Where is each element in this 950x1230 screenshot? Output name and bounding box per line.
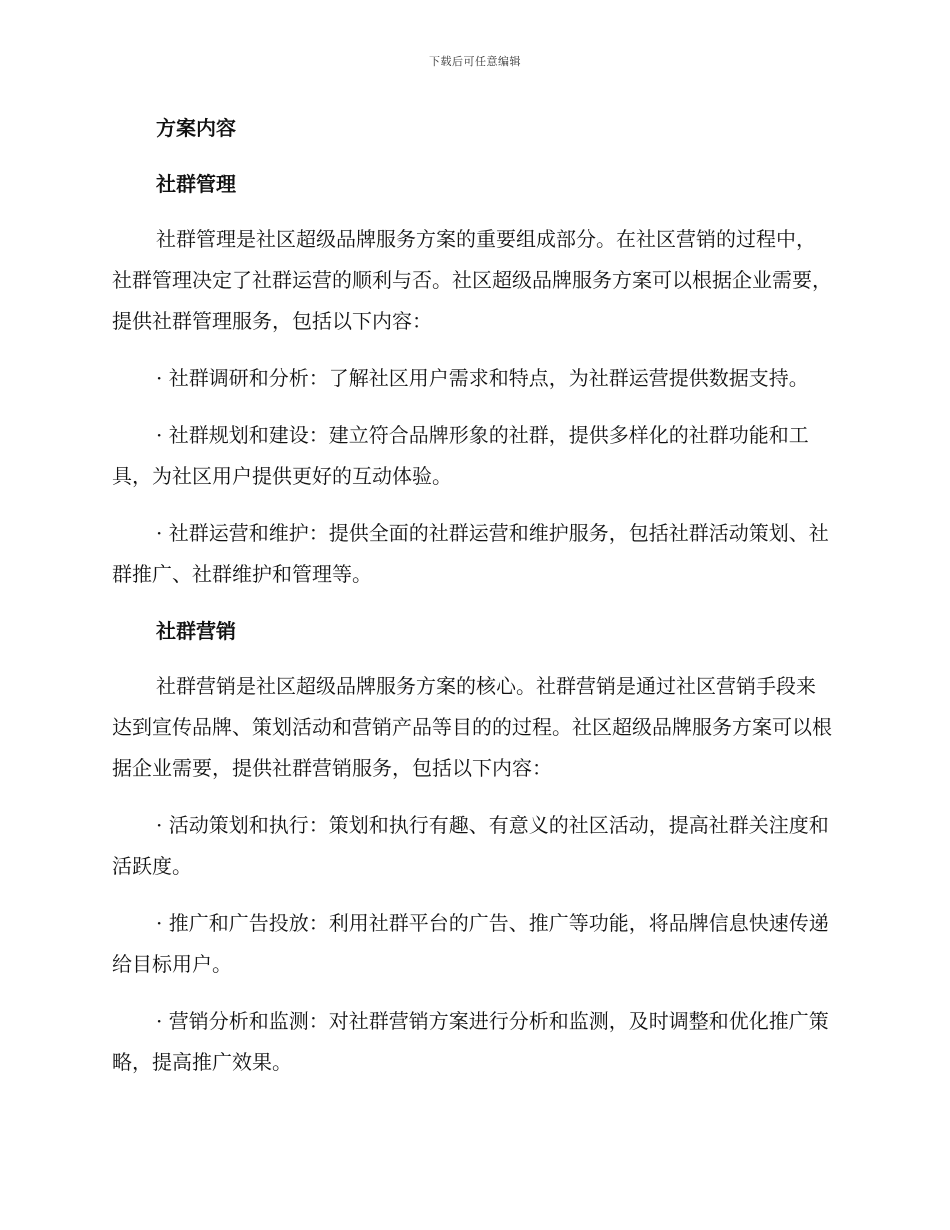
document-body: [112, 108, 832, 1099]
section-intro-paragraph: 社群管理是社区超级品牌服务方案的重要组成部分。在社区营销的过程中，社群管理决定了社群运营的顺利与否。社区超级品牌服务方案可以根据企业需要，提供社群管理服务，包括以下内容：: [112, 227, 832, 333]
section-heading: 社群管理: [156, 172, 236, 196]
section-community-marketing: [112, 611, 832, 1083]
bullet-item: · 活动策划和执行：策划和执行有趣、有意义的社区活动，提高社群关注度和活跃度。: [112, 813, 829, 878]
bullet-item: · 营销分析和监测：对社群营销方案进行分析和监测，及时调整和优化推广策略，提高推广效果。: [112, 1009, 829, 1074]
section-intro-paragraph: 社群营销是社区超级品牌服务方案的核心。社群营销是通过社区营销手段来达到宣传品牌、策划活动和营销产品等目的的过程。社区超级品牌服务方案可以根据企业需要，提供社群营销服务，包括以下内容：: [112, 674, 832, 780]
section-community-management: [112, 164, 832, 595]
bullet-item: · 推广和广告投放：利用社群平台的广告、推广等功能，将品牌信息快速传递给目标用户。: [112, 911, 829, 976]
bullet-item: · 社群规划和建设：建立符合品牌形象的社群，提供多样化的社群功能和工具，为社区用户提供更好的互动体验。: [112, 423, 809, 488]
bullet-item: · 社群调研和分析：了解社区用户需求和特点，为社群运营提供数据支持。: [156, 366, 809, 390]
page-header: 下载后可任意编辑: [429, 55, 521, 68]
document-title: 方案内容: [156, 116, 236, 140]
section-heading: 社群营销: [156, 619, 236, 643]
bullet-item: · 社群运营和维护：提供全面的社群运营和维护服务，包括社群活动策划、社群推广、社群维护和管理等。: [112, 521, 829, 586]
